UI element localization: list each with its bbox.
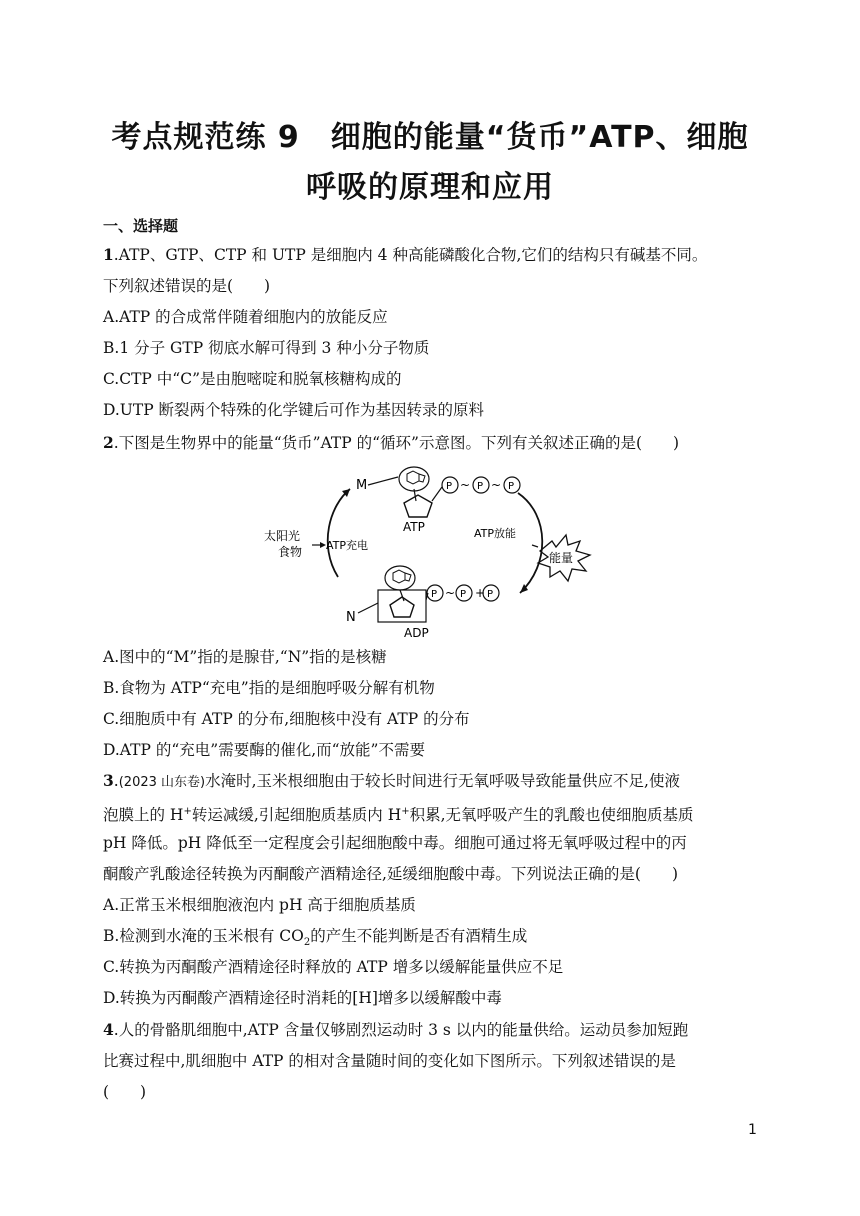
q3-b-text-b: 的产生不能判断是否有酒精生成: [310, 927, 528, 945]
free-phosphate-p: P: [487, 589, 494, 600]
co2-subscript: 2: [303, 937, 311, 949]
q2-number: 2: [103, 433, 114, 452]
q3-text-1: 水淹时,玉米根细胞由于较长时间进行无氧呼吸导致能量供应不足,使液: [205, 772, 680, 790]
q1-option-a: A.ATP 的合成常伴随着细胞内的放能反应: [103, 308, 388, 326]
q3-option-c: C.转换为丙酮酸产酒精途径时释放的 ATP 增多以缓解能量供应不足: [103, 958, 564, 976]
label-discharge: ATP放能: [474, 527, 517, 540]
label-energy: 能量: [549, 551, 574, 565]
q4-number: 4: [103, 1020, 114, 1039]
page-title-line2: 呼吸的原理和应用: [306, 170, 554, 205]
q3-text-2b: 转运减缓,引起细胞质基质内 H: [191, 806, 402, 825]
q3-option-b: [103, 925, 527, 954]
discharge-arc: [518, 493, 542, 593]
q2-option-a: A.图中的“M”指的是腺苷,“N”指的是核糖: [103, 648, 387, 666]
plus-sign: +: [475, 586, 486, 600]
q3-stem-line3: pH 降低。pH 降低至一定程度会引起细胞酸中毒。细胞可通过将无氧呼吸过程中的丙: [103, 834, 687, 852]
q2-option-c: C.细胞质中有 ATP 的分布,细胞核中没有 ATP 的分布: [103, 710, 470, 728]
q2-stem: [103, 432, 679, 454]
page-number: 1: [748, 1122, 757, 1138]
q2-option-d: D.ATP 的“充电”需要酶的催化,而“放能”不需要: [103, 741, 425, 759]
charge-arc: [328, 489, 350, 577]
q2-stem-text: .下图是生物界中的能量“货币”ATP 的“循环”示意图。下列有关叙述正确的是( ): [113, 434, 680, 452]
label-food: 食物: [278, 545, 303, 559]
label-charge: ATP充电: [326, 539, 369, 552]
h-plus-sup-1: +: [183, 806, 192, 817]
q3-stem-line2: [103, 801, 694, 826]
section-heading: 一、选择题: [103, 217, 179, 235]
phosphate-p2: P: [477, 481, 484, 492]
q3-source: (2023 山东卷): [118, 775, 206, 790]
q3-stem-line1: 3.(2023 山东卷)水淹时,玉米根细胞由于较长时间进行无氧呼吸导致能量供应不足,使液: [103, 771, 680, 790]
adp-phosphate-p1: P: [431, 589, 438, 600]
phosphate-p3: P: [508, 481, 515, 492]
q3-number: 3: [103, 771, 114, 790]
phosphate-p1: P: [446, 481, 453, 492]
q3-stem-line4: 酮酸产乳酸途径转换为丙酮酸产酒精途径,延缓细胞酸中毒。下列说法正确的是( ): [103, 865, 679, 883]
adp-phosphate-p2: P: [460, 589, 467, 600]
q4-stem-line1: [103, 1019, 688, 1041]
h-plus-sup-2: +: [401, 806, 410, 817]
label-m: M: [356, 478, 368, 493]
q1-stem-text: .ATP、GTP、CTP 和 UTP 是细胞内 4 种高能磷酸化合物,它们的结构只有碱基不同。: [113, 246, 708, 264]
q1-stem-line1: [103, 244, 707, 266]
q4-stem-line2: 比赛过程中,肌细胞中 ATP 的相对含量随时间的变化如下图所示。下列叙述错误的是: [103, 1052, 676, 1070]
q1-option-d: D.UTP 断裂两个特殊的化学键后可作为基因转录的原料: [103, 401, 485, 419]
label-sunlight: 太阳光: [264, 529, 301, 543]
adp-tilde: ~: [445, 586, 456, 600]
q1-stem-line2: 下列叙述错误的是( ): [103, 277, 271, 295]
q1-number: 1: [103, 245, 114, 264]
ribose-pentagon-icon-2: [390, 597, 414, 617]
q4-stem-line3: ( ): [103, 1083, 147, 1101]
q3-b-text-a: B.检测到水淹的玉米根有 CO: [103, 927, 304, 945]
q3-text-2c: 积累,无氧呼吸产生的乳酸也使细胞质基质: [409, 806, 694, 825]
atp-cycle-figure: [250, 465, 610, 645]
label-n: N: [346, 610, 356, 625]
tilde-1: ~: [460, 478, 471, 492]
label-atp: ATP: [403, 520, 425, 534]
q2-option-b: B.食物为 ATP“充电”指的是细胞呼吸分解有机物: [103, 679, 435, 697]
q3-option-a: A.正常玉米根细胞液泡内 pH 高于细胞质基质: [103, 896, 416, 914]
label-adp: ADP: [404, 626, 429, 640]
q3-text-2a: 泡膜上的 H: [103, 806, 184, 825]
q3-option-d: D.转换为丙酮酸产酒精途径时消耗的[H]增多以缓解酸中毒: [103, 989, 502, 1007]
ribose-pentagon-icon: [404, 495, 432, 517]
page-title-line1: 考点规范练 9 细胞的能量“货币”ATP、细胞: [111, 120, 749, 155]
q1-option-c: C.CTP 中“C”是由胞嘧啶和脱氧核糖构成的: [103, 370, 402, 388]
q1-option-b: B.1 分子 GTP 彻底水解可得到 3 种小分子物质: [103, 339, 430, 357]
tilde-2: ~: [491, 478, 502, 492]
q4-text-1: .人的骨骼肌细胞中,ATP 含量仅够剧烈运动时 3 s 以内的能量供给。运动员参加短跑: [113, 1021, 689, 1039]
